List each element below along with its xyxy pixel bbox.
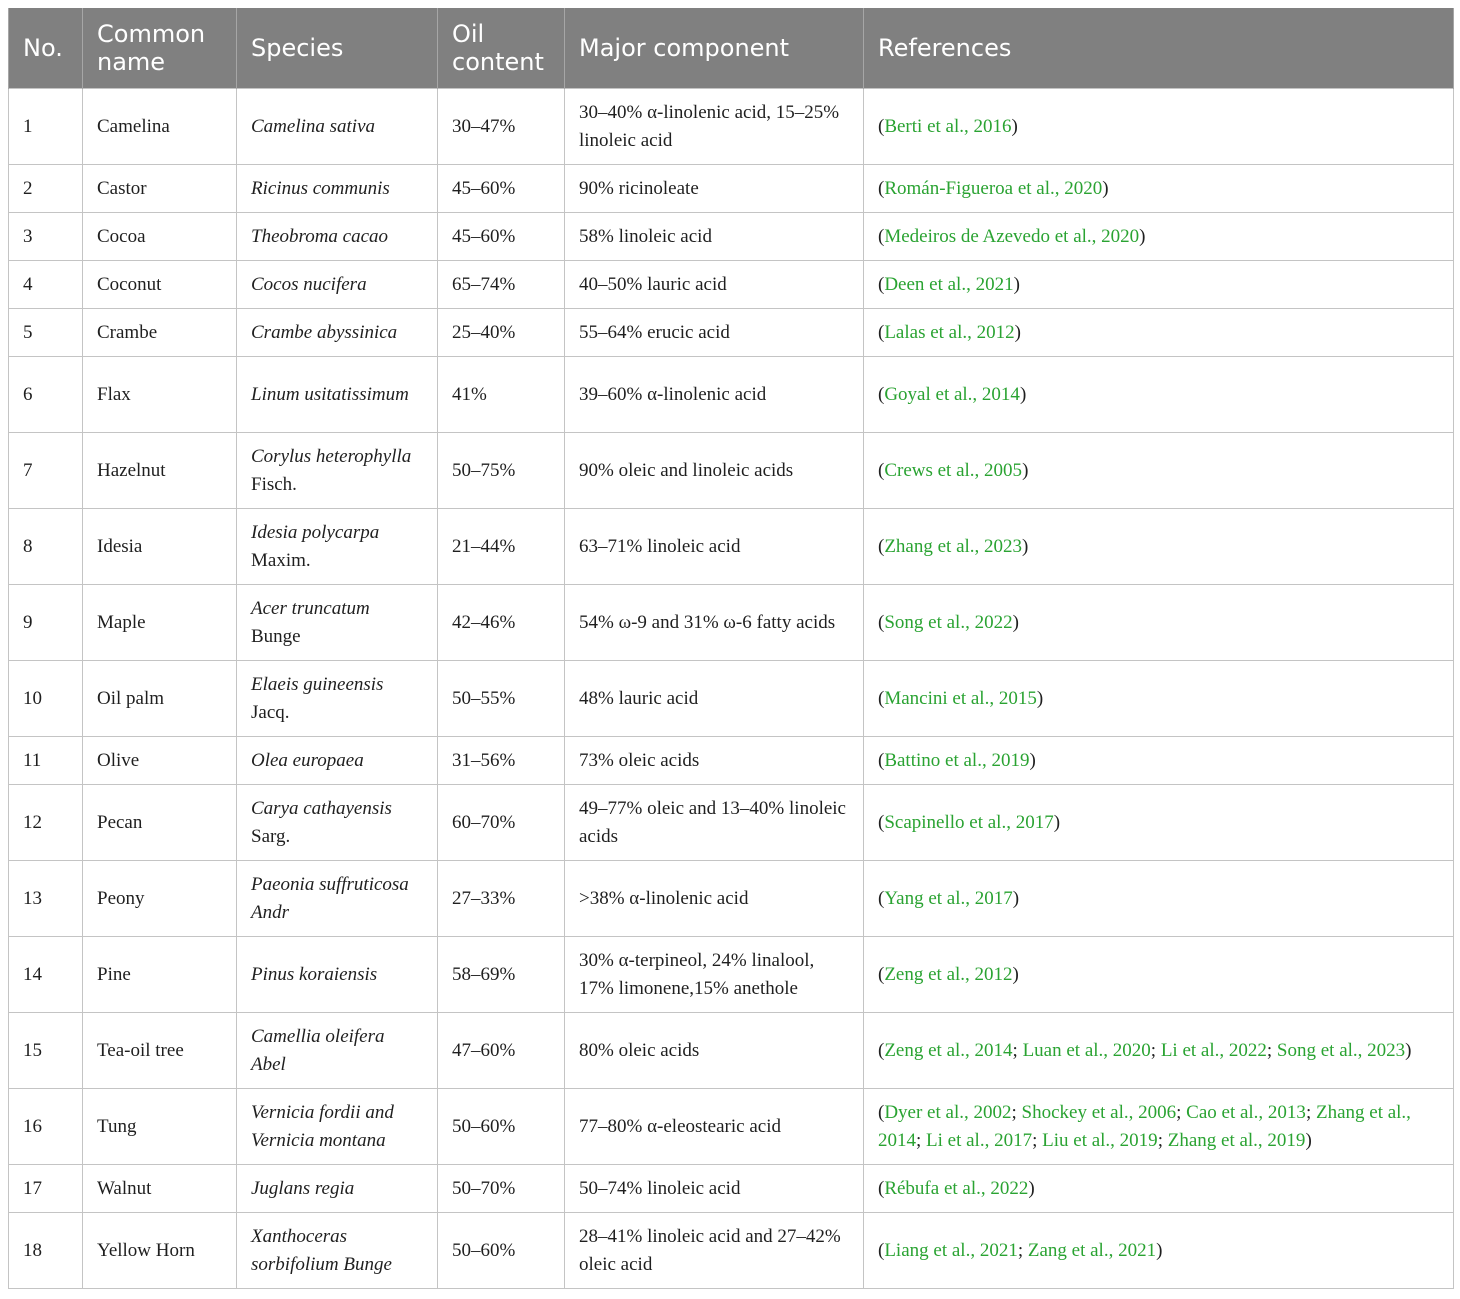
cell-oil-content: 25–40% [438, 309, 565, 357]
header-no: No. [9, 8, 83, 89]
reference-link[interactable]: Zang et al., 2021 [1027, 1239, 1157, 1261]
cell-no: 16 [9, 1089, 83, 1165]
cell-oil-content: 50–60% [438, 1089, 565, 1165]
reference-link[interactable]: Shockey et al., 2006 [1021, 1101, 1177, 1123]
cell-no: 3 [9, 213, 83, 261]
cell-common-name: Flax [83, 357, 237, 433]
species-name: Elaeis guineensis [251, 673, 384, 695]
cell-common-name: Maple [83, 585, 237, 661]
cell-references: (Medeiros de Azevedo et al., 2020) [864, 213, 1454, 261]
cell-oil-content: 65–74% [438, 261, 565, 309]
reference-link[interactable]: Liu et al., 2019 [1042, 1129, 1158, 1151]
table-row [9, 937, 1454, 1013]
reference-link[interactable]: Crews et al., 2005 [884, 459, 1023, 481]
cell-common-name: Pine [83, 937, 237, 1013]
cell-species [237, 261, 438, 309]
cell-common-name: Coconut [83, 261, 237, 309]
cell-major-component: 54% ω-9 and 31% ω-6 fatty acids [565, 585, 864, 661]
species-name: Theobroma cacao [251, 225, 389, 247]
cell-no: 10 [9, 661, 83, 737]
cell-references: (Rébufa et al., 2022) [864, 1165, 1454, 1213]
reference-link[interactable]: Li et al., 2022 [1160, 1039, 1267, 1061]
table-row [9, 1089, 1454, 1165]
cell-major-component: 73% oleic acids [565, 737, 864, 785]
cell-common-name: Cocoa [83, 213, 237, 261]
cell-common-name: Camelina [83, 89, 237, 165]
table-row [9, 357, 1454, 433]
table-row [9, 1213, 1454, 1289]
reference-link[interactable]: Zhang et al., 2023 [884, 535, 1023, 557]
header-species: Species [237, 8, 438, 89]
cell-species [237, 937, 438, 1013]
cell-oil-content: 45–60% [438, 213, 565, 261]
table-header [9, 8, 1454, 89]
species-name: Linum usitatissimum [251, 383, 409, 405]
cell-oil-content: 60–70% [438, 785, 565, 861]
cell-major-component: 48% lauric acid [565, 661, 864, 737]
cell-species [237, 89, 438, 165]
table-row [9, 861, 1454, 937]
cell-no: 5 [9, 309, 83, 357]
cell-references: (Zeng et al., 2012) [864, 937, 1454, 1013]
cell-species [237, 309, 438, 357]
cell-references: (Song et al., 2022) [864, 585, 1454, 661]
cell-oil-content: 50–60% [438, 1213, 565, 1289]
species-name: Paeonia suffruticosa Andr [251, 873, 409, 923]
species-name: Pinus koraiensis [251, 963, 378, 985]
cell-species [237, 861, 438, 937]
cell-references: (Yang et al., 2017) [864, 861, 1454, 937]
cell-common-name: Peony [83, 861, 237, 937]
cell-references: (Liang et al., 2021; Zang et al., 2021) [864, 1213, 1454, 1289]
species-name: Carya cathayensis [251, 797, 392, 819]
cell-references: (Lalas et al., 2012) [864, 309, 1454, 357]
cell-references: (Dyer et al., 2002; Shockey et al., 2006; Cao et al., 2013; Zhang et al., 2014; Li et al., 2017; Liu et al., 2019; Zhang et al., 2019) [864, 1089, 1454, 1165]
species-name: Cocos nucifera [251, 273, 367, 295]
cell-references: (Battino et al., 2019) [864, 737, 1454, 785]
cell-major-component: 39–60% α-linolenic acid [565, 357, 864, 433]
cell-references: (Goyal et al., 2014) [864, 357, 1454, 433]
cell-oil-content: 41% [438, 357, 565, 433]
cell-references: (Zhang et al., 2023) [864, 509, 1454, 585]
cell-major-component: >38% α-linolenic acid [565, 861, 864, 937]
cell-major-component: 50–74% linoleic acid [565, 1165, 864, 1213]
cell-no: 15 [9, 1013, 83, 1089]
cell-major-component: 28–41% linoleic acid and 27–42% oleic acid [565, 1213, 864, 1289]
reference-link[interactable]: Dyer et al., 2002 [884, 1101, 1012, 1123]
cell-common-name: Olive [83, 737, 237, 785]
cell-no: 9 [9, 585, 83, 661]
table-row [9, 261, 1454, 309]
cell-oil-content: 47–60% [438, 1013, 565, 1089]
header-common-name: Common name [83, 8, 237, 89]
cell-common-name: Idesia [83, 509, 237, 585]
reference-link[interactable]: Rébufa et al., 2022 [884, 1177, 1029, 1199]
species-name: Olea europaea [251, 749, 364, 771]
cell-no: 6 [9, 357, 83, 433]
header-oil-content: Oil content [438, 8, 565, 89]
reference-link[interactable]: Battino et al., 2019 [884, 749, 1030, 771]
header-major-component: Major component [565, 8, 864, 89]
cell-major-component: 63–71% linoleic acid [565, 509, 864, 585]
table-row [9, 509, 1454, 585]
header-references: References [864, 8, 1454, 89]
cell-major-component: 49–77% oleic and 13–40% linoleic acids [565, 785, 864, 861]
reference-link[interactable]: Song et al., 2022 [884, 611, 1013, 633]
species-name: Idesia polycarpa [251, 521, 380, 543]
species-authority: Bunge [251, 625, 301, 647]
cell-oil-content: 31–56% [438, 737, 565, 785]
table-row [9, 213, 1454, 261]
reference-link[interactable]: Liang et al., 2021 [884, 1239, 1018, 1261]
table-row [9, 165, 1454, 213]
reference-link[interactable]: Yang et al., 2017 [884, 887, 1013, 909]
cell-common-name: Hazelnut [83, 433, 237, 509]
cell-oil-content: 30–47% [438, 89, 565, 165]
cell-oil-content: 27–33% [438, 861, 565, 937]
cell-common-name: Yellow Horn [83, 1213, 237, 1289]
cell-common-name: Crambe [83, 309, 237, 357]
cell-species [237, 1013, 438, 1089]
cell-no: 18 [9, 1213, 83, 1289]
cell-oil-content: 50–70% [438, 1165, 565, 1213]
cell-major-component: 90% ricinoleate [565, 165, 864, 213]
species-authority: Fisch. [251, 473, 297, 495]
header-row [9, 8, 1454, 89]
reference-link[interactable]: Zeng et al., 2014 [884, 1039, 1013, 1061]
reference-link[interactable]: Medeiros de Azevedo et al., 2020 [884, 225, 1140, 247]
table-row [9, 309, 1454, 357]
cell-species [237, 357, 438, 433]
cell-no: 17 [9, 1165, 83, 1213]
reference-link[interactable]: Lalas et al., 2012 [884, 321, 1015, 343]
species-authority: Sarg. [251, 825, 291, 847]
cell-species [237, 785, 438, 861]
cell-references: (Berti et al., 2016) [864, 89, 1454, 165]
table-row [9, 785, 1454, 861]
cell-common-name: Castor [83, 165, 237, 213]
table-row [9, 433, 1454, 509]
species-name: Vernicia fordii and Vernicia montana [251, 1101, 394, 1151]
cell-species [237, 1165, 438, 1213]
cell-oil-content: 58–69% [438, 937, 565, 1013]
cell-references: (Deen et al., 2021) [864, 261, 1454, 309]
species-name: Juglans regia [251, 1177, 355, 1199]
oil-crops-table [8, 8, 1454, 1289]
cell-major-component: 55–64% erucic acid [565, 309, 864, 357]
reference-link[interactable]: Li et al., 2017 [926, 1129, 1033, 1151]
cell-species [237, 509, 438, 585]
cell-common-name: Tung [83, 1089, 237, 1165]
species-name: Ricinus communis [251, 177, 390, 199]
cell-species [237, 1089, 438, 1165]
table-row [9, 89, 1454, 165]
cell-species [237, 1213, 438, 1289]
table-row [9, 585, 1454, 661]
cell-no: 7 [9, 433, 83, 509]
cell-oil-content: 50–75% [438, 433, 565, 509]
cell-oil-content: 45–60% [438, 165, 565, 213]
cell-references: (Scapinello et al., 2017) [864, 785, 1454, 861]
reference-link[interactable]: Berti et al., 2016 [884, 115, 1012, 137]
cell-major-component: 90% oleic and linoleic acids [565, 433, 864, 509]
species-name: Acer truncatum [251, 597, 370, 619]
reference-link[interactable]: Goyal et al., 2014 [884, 383, 1020, 405]
cell-species [237, 213, 438, 261]
cell-species [237, 661, 438, 737]
cell-species [237, 737, 438, 785]
cell-no: 8 [9, 509, 83, 585]
table-row [9, 1013, 1454, 1089]
cell-major-component: 58% linoleic acid [565, 213, 864, 261]
cell-major-component: 77–80% α-eleostearic acid [565, 1089, 864, 1165]
cell-references: (Román-Figueroa et al., 2020) [864, 165, 1454, 213]
cell-major-component: 80% oleic acids [565, 1013, 864, 1089]
species-name: Corylus heterophylla [251, 445, 412, 467]
reference-link[interactable]: Mancini et al., 2015 [884, 687, 1037, 709]
reference-link[interactable]: Scapinello et al., 2017 [884, 811, 1054, 833]
reference-link[interactable]: Zeng et al., 2012 [884, 963, 1013, 985]
table-row [9, 737, 1454, 785]
species-authority: Jacq. [251, 701, 290, 723]
cell-common-name: Pecan [83, 785, 237, 861]
cell-no: 2 [9, 165, 83, 213]
cell-references: (Zeng et al., 2014; Luan et al., 2020; Li et al., 2022; Song et al., 2023) [864, 1013, 1454, 1089]
cell-major-component: 30% α-terpineol, 24% linalool, 17% limonene,15% anethole [565, 937, 864, 1013]
species-name: Camelina sativa [251, 115, 376, 137]
reference-link[interactable]: Deen et al., 2021 [884, 273, 1014, 295]
cell-major-component: 40–50% lauric acid [565, 261, 864, 309]
cell-species [237, 585, 438, 661]
cell-common-name: Walnut [83, 1165, 237, 1213]
cell-references: (Crews et al., 2005) [864, 433, 1454, 509]
cell-oil-content: 42–46% [438, 585, 565, 661]
cell-no: 14 [9, 937, 83, 1013]
table-row [9, 1165, 1454, 1213]
reference-link[interactable]: Song et al., 2023 [1276, 1039, 1406, 1061]
cell-common-name: Oil palm [83, 661, 237, 737]
cell-species [237, 165, 438, 213]
cell-no: 11 [9, 737, 83, 785]
table-body [9, 89, 1454, 1289]
cell-no: 4 [9, 261, 83, 309]
cell-no: 13 [9, 861, 83, 937]
reference-link[interactable]: Cao et al., 2013 [1186, 1101, 1306, 1123]
reference-link[interactable]: Zhang et al., 2014 [878, 1101, 1411, 1151]
cell-oil-content: 21–44% [438, 509, 565, 585]
cell-no: 1 [9, 89, 83, 165]
species-name: Xanthoceras sorbifolium Bunge [251, 1225, 392, 1275]
reference-link[interactable]: Zhang et al., 2019 [1167, 1129, 1306, 1151]
cell-oil-content: 50–55% [438, 661, 565, 737]
cell-major-component: 30–40% α-linolenic acid, 15–25% linoleic acid [565, 89, 864, 165]
species-name: Crambe abyssinica [251, 321, 398, 343]
reference-link[interactable]: Román-Figueroa et al., 2020 [884, 177, 1103, 199]
cell-references: (Mancini et al., 2015) [864, 661, 1454, 737]
table-row [9, 661, 1454, 737]
species-name: Camellia oleifera Abel [251, 1025, 385, 1075]
cell-common-name: Tea-oil tree [83, 1013, 237, 1089]
cell-species [237, 433, 438, 509]
species-authority: Maxim. [251, 549, 311, 571]
cell-no: 12 [9, 785, 83, 861]
reference-link[interactable]: Luan et al., 2020 [1022, 1039, 1151, 1061]
